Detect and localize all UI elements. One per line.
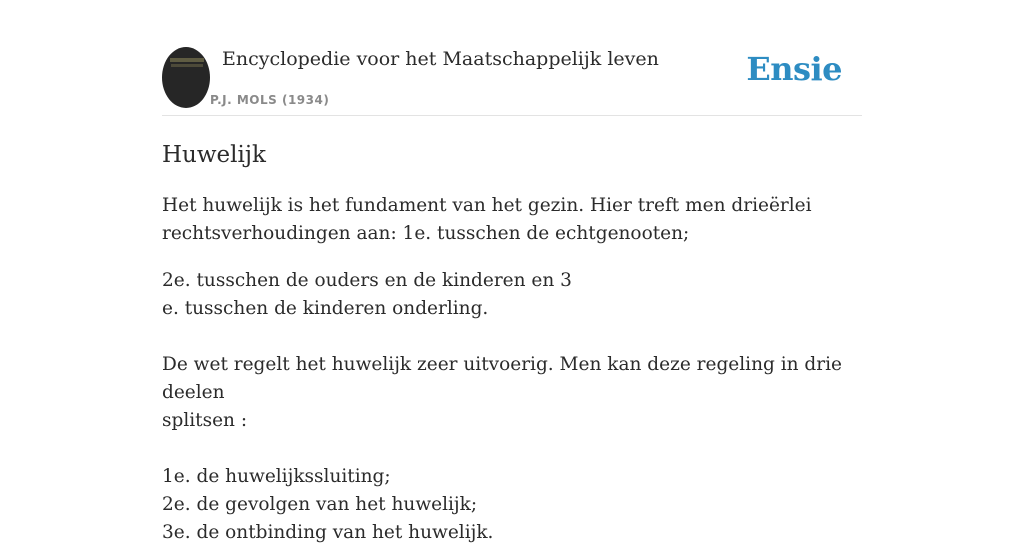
book-cover-icon[interactable] [162, 47, 210, 108]
paragraph-line: rechtsverhoudingen aan: 1e. tusschen de echtgenooten; [162, 223, 690, 244]
paragraph-line: De wet regelt het huwelijk zeer uitvoerig. Men kan deze regeling in drie deelen [162, 354, 842, 403]
list-item: 3e. de ontbinding van het huwelijk. [162, 522, 494, 543]
list-item: 1e. de huwelijkssluiting; [162, 466, 391, 487]
paragraph-line: splitsen : [162, 410, 248, 431]
paragraph-spacer [162, 323, 862, 351]
paragraph-spacer [162, 248, 862, 267]
author-label: P.J. MOLS (1934) [210, 93, 330, 107]
cover-subtitle-mark [171, 64, 203, 67]
ensie-logo-link[interactable]: Ensie [746, 50, 842, 88]
publication-header [162, 46, 862, 116]
paragraph-line: e. tusschen de kinderen onderling. [162, 298, 489, 319]
paragraph-line: 2e. tusschen de ouders en de kinderen en 3 [162, 270, 572, 291]
list-item: 2e. de gevolgen van het huwelijk; [162, 494, 478, 515]
article-headword: Huwelijk [162, 142, 266, 168]
paragraph-spacer [162, 435, 862, 463]
book-title-link[interactable]: Encyclopedie voor het Maatschappelijk leven [222, 48, 659, 70]
article-body [162, 192, 862, 547]
cover-title-mark [170, 58, 204, 62]
paragraph-line: Het huwelijk is het fundament van het gezin. Hier treft men drieërlei [162, 195, 812, 216]
